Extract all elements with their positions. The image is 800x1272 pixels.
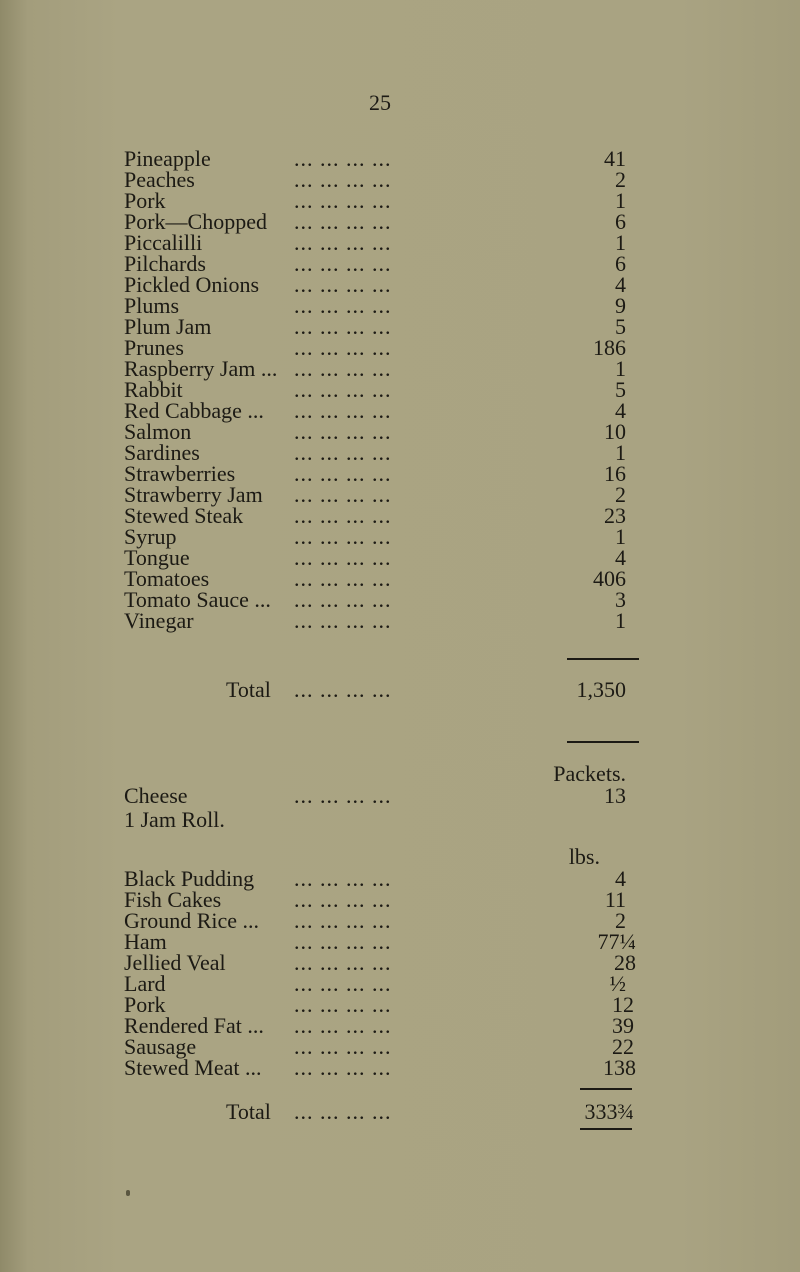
- item-value: 23: [604, 503, 626, 528]
- total-label: Total: [226, 677, 271, 702]
- item-label: Pork: [124, 188, 166, 213]
- leader-dots: ... ... ... ...: [294, 929, 392, 954]
- total-value: 1,350: [576, 677, 626, 702]
- item-value: 4: [615, 866, 626, 891]
- leader-dots: ... ... ... ...: [294, 587, 392, 612]
- leader-dots: ... ... ... ...: [294, 1055, 392, 1080]
- leader-dots: ... ... ... ...: [294, 971, 392, 996]
- item-label: Lard: [124, 971, 166, 996]
- item-value: 1: [615, 440, 626, 465]
- item-label: Fish Cakes: [124, 887, 222, 912]
- item-value: 1: [615, 356, 626, 381]
- item-label: Prunes: [124, 335, 184, 360]
- leader-dots: ... ... ... ...: [294, 188, 392, 213]
- leader-dots: ... ... ... ...: [294, 146, 392, 171]
- item-label: Peaches: [124, 167, 195, 192]
- item-label: Red Cabbage ...: [124, 398, 264, 423]
- item-label: Pilchards: [124, 251, 206, 276]
- item-value: 1: [615, 608, 626, 633]
- item-value: 9: [615, 293, 626, 318]
- list-item: [124, 1056, 684, 1080]
- leader-dots: ... ... ... ...: [294, 1099, 392, 1124]
- leader-dots: ... ... ... ...: [294, 908, 392, 933]
- leader-dots: ... ... ... ...: [294, 677, 392, 702]
- leader-dots: ... ... ... ...: [294, 783, 392, 808]
- page-number: 25: [369, 90, 391, 115]
- leader-dots: ... ... ... ...: [294, 866, 392, 891]
- leader-dots: ... ... ... ...: [294, 314, 392, 339]
- leader-dots: ... ... ... ...: [294, 209, 392, 234]
- total-rule-top: [580, 1088, 632, 1090]
- item-label: Stewed Meat ...: [124, 1055, 262, 1080]
- item-value: 4: [615, 545, 626, 570]
- item-label: Plum Jam: [124, 314, 212, 339]
- leader-dots: ... ... ... ...: [294, 356, 392, 381]
- item-value: 1: [615, 524, 626, 549]
- item-value: 10: [604, 419, 626, 444]
- leader-dots: ... ... ... ...: [294, 440, 392, 465]
- item-value: 406: [593, 566, 626, 591]
- list-item: [124, 609, 684, 633]
- unit-heading: Packets.: [553, 761, 626, 786]
- total-row: [124, 1100, 684, 1124]
- leader-dots: ... ... ... ...: [294, 608, 392, 633]
- item-label: Salmon: [124, 419, 192, 444]
- unit-heading: lbs.: [568, 844, 600, 869]
- item-value: 12: [612, 992, 634, 1017]
- ink-speck: [126, 1190, 130, 1196]
- item-label: Black Pudding: [124, 866, 255, 891]
- item-value: 11: [604, 887, 626, 912]
- item-label: Tomatoes: [124, 566, 210, 591]
- item-value: 5: [615, 377, 626, 402]
- leader-dots: ... ... ... ...: [294, 950, 392, 975]
- leader-dots: ... ... ... ...: [294, 524, 392, 549]
- item-value: 5: [615, 314, 626, 339]
- leader-dots: ... ... ... ...: [294, 377, 392, 402]
- leader-dots: ... ... ... ...: [294, 503, 392, 528]
- item-value: 16: [604, 461, 626, 486]
- total-rule-bottom: [567, 741, 639, 743]
- item-value: 186: [593, 335, 626, 360]
- leader-dots: ... ... ... ...: [294, 1034, 392, 1059]
- item-value: 4: [615, 272, 626, 297]
- item-label: Strawberry Jam: [124, 482, 263, 507]
- item-label: Stewed Steak: [124, 503, 244, 528]
- item-label: Pickled Onions: [124, 272, 260, 297]
- item-value: 41: [604, 146, 626, 171]
- item-label: Jellied Veal: [124, 950, 226, 975]
- item-value: 2: [615, 482, 626, 507]
- total-value: 333¾: [584, 1099, 634, 1124]
- item-value: ½: [609, 971, 626, 996]
- leader-dots: ... ... ... ...: [294, 272, 392, 297]
- item-value: 77¼: [597, 929, 636, 954]
- leader-dots: ... ... ... ...: [294, 167, 392, 192]
- leader-dots: ... ... ... ...: [294, 251, 392, 276]
- item-value: 1: [615, 188, 626, 213]
- item-label: Piccalilli: [124, 230, 203, 255]
- item-value: 13: [604, 783, 626, 808]
- item-label: Pork: [124, 992, 166, 1017]
- leader-dots: ... ... ... ...: [294, 293, 392, 318]
- total-rule-bottom: [580, 1128, 632, 1130]
- item-label: Strawberries: [124, 461, 236, 486]
- item-value: 2: [615, 908, 626, 933]
- item-value: 6: [615, 209, 626, 234]
- leader-dots: ... ... ... ...: [294, 992, 392, 1017]
- item-label: Ham: [124, 929, 167, 954]
- item-value: 39: [612, 1013, 634, 1038]
- item-label: Plums: [124, 293, 180, 318]
- item-label: Syrup: [124, 524, 177, 549]
- leader-dots: ... ... ... ...: [294, 230, 392, 255]
- item-value: 6: [615, 251, 626, 276]
- leader-dots: ... ... ... ...: [294, 887, 392, 912]
- leader-dots: ... ... ... ...: [294, 398, 392, 423]
- item-value: 138: [603, 1055, 636, 1080]
- leader-dots: ... ... ... ...: [294, 1013, 392, 1038]
- item-label: Sausage: [124, 1034, 197, 1059]
- item-value: 3: [615, 587, 626, 612]
- leader-dots: ... ... ... ...: [294, 461, 392, 486]
- item-label: Sardines: [124, 440, 200, 465]
- item-label: Pineapple: [124, 146, 211, 171]
- note-line: 1 Jam Roll.: [124, 807, 225, 832]
- item-label: Tomato Sauce ...: [124, 587, 271, 612]
- item-label: Ground Rice ...: [124, 908, 260, 933]
- item-value: 2: [615, 167, 626, 192]
- item-label: Rendered Fat ...: [124, 1013, 264, 1038]
- item-value: 28: [614, 950, 636, 975]
- total-label: Total: [226, 1099, 271, 1124]
- item-label: Tongue: [124, 545, 190, 570]
- item-label: Pork—Chopped: [124, 209, 267, 234]
- item-label: Cheese: [124, 783, 188, 808]
- item-value: 1: [615, 230, 626, 255]
- item-label: Vinegar: [124, 608, 194, 633]
- list-item: [124, 784, 684, 808]
- total-rule-top: [567, 658, 639, 660]
- leader-dots: ... ... ... ...: [294, 419, 392, 444]
- total-row: [124, 678, 684, 702]
- leader-dots: ... ... ... ...: [294, 335, 392, 360]
- item-label: Rabbit: [124, 377, 183, 402]
- item-label: Raspberry Jam ...: [124, 356, 278, 381]
- item-value: 4: [615, 398, 626, 423]
- leader-dots: ... ... ... ...: [294, 566, 392, 591]
- leader-dots: ... ... ... ...: [294, 545, 392, 570]
- item-value: 22: [612, 1034, 634, 1059]
- leader-dots: ... ... ... ...: [294, 482, 392, 507]
